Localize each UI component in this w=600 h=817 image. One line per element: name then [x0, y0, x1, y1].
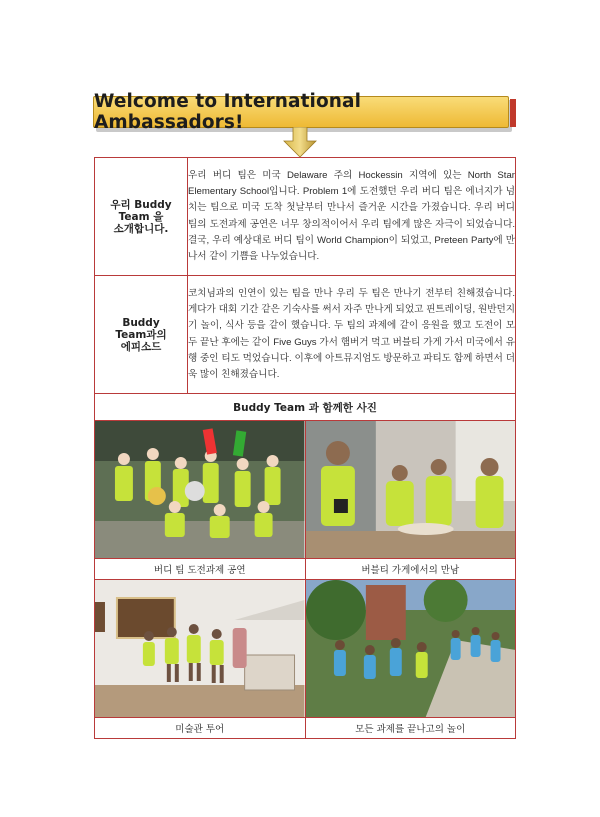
intro-label-line-1: 우리 Buddy	[110, 198, 172, 211]
down-arrow-icon	[283, 127, 317, 157]
caption-outdoor: 모든 과제를 끝나고의 놀이	[305, 718, 516, 739]
intro-label-line-2: Team 을	[118, 210, 164, 223]
intro-text: 우리 버디 팀은 미국 Delaware 주의 Hockessin 지역에 있는 North Star Elementary School입니다. Problem 1에 도전했던 우리 버디 팀은 에너지가 넘치는 팀으로 미국 도착 첫날부터 만나서 즐거운 시간을 가졌습니다. 우리 버디 팀의 도전과제 공연은 너무 창의적이어서 우리 팀에게 많은 자극이 되었습니다. 결국, 우리 예상대로 버디 팀이 World Champion이 되었고, Preteen Party에 만나서 같이 기쁨을 나누었습니다.	[188, 158, 516, 276]
episode-label-line-1: Buddy	[122, 316, 160, 329]
photo-table	[94, 393, 516, 739]
photo-bubble-tea	[305, 421, 516, 559]
title-banner	[93, 91, 509, 133]
caption-museum: 미술관 투어	[95, 718, 306, 739]
outdoor-photo-image	[306, 580, 516, 717]
buddy-team-table	[94, 157, 516, 394]
museum-photo-image	[95, 580, 305, 717]
photo-outdoor	[305, 580, 516, 718]
episode-text: 코치님과의 인연이 있는 팀을 만나 우리 두 팀은 만나기 전부터 친해졌습니다. 게다가 대회 기간 같은 기숙사를 써서 자주 만나게 되었고 핀트레이딩, 원반던지기 놀이, 식사 등을 같이 했습니다. 두 팀의 과제에 같이 응원을 했고 도전이 모두 끝난 후에는 같이 Five Guys 가서 햄버거 먹고 버블티 가게 가서 미국에서 유행 중인 티도 먹었습니다. 이후에 아트뮤지엄도 방문하고 파티도 함께 하면서 더욱 많이 친해졌습니다.	[188, 276, 516, 394]
photo-museum	[95, 580, 306, 718]
photo-performance	[95, 421, 306, 559]
performance-photo-image	[95, 421, 305, 558]
episode-label	[95, 276, 188, 394]
caption-performance: 버디 팀 도전과제 공연	[95, 559, 306, 580]
photo-section-header: Buddy Team 과 함께한 사진	[95, 394, 516, 421]
intro-label-line-3: 소개합니다.	[113, 222, 169, 235]
episode-row	[95, 276, 516, 394]
banner-title: Welcome to International Ambassadors!	[94, 91, 362, 133]
episode-label-line-3: 에피소드	[120, 340, 162, 353]
episode-label-line-2: Team과의	[115, 328, 167, 341]
intro-label	[95, 158, 188, 276]
banner-accent-bar	[510, 99, 516, 127]
caption-bubble-tea: 버블티 가게에서의 만남	[305, 559, 516, 580]
bubble-tea-photo-image	[306, 421, 516, 558]
intro-row	[95, 158, 516, 276]
